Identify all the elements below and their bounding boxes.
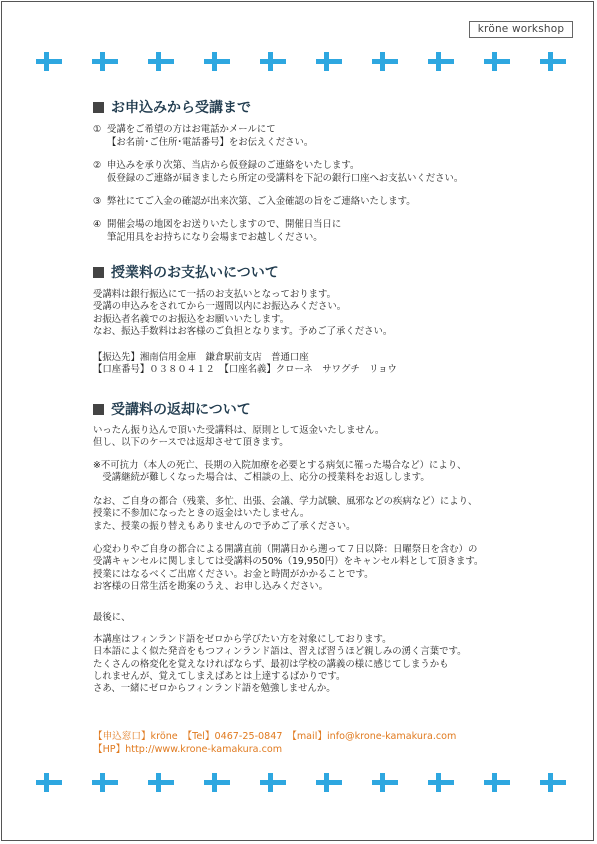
flag-row-bottom [36,773,566,793]
flag-icon [484,52,510,71]
square-bullet-icon [93,267,104,278]
list-item: ② 申込みを承り次第、当店から仮登録のご連絡をいたします。 仮登録のご連絡が届きましたら所定の受講料を下記の銀行口座へお支払いください。 [93,160,464,184]
list-item: ① 受講をご希望の方はお電話かメールにて 【お名前･ご住所･電話番号】をお伝えください。 [93,124,314,148]
flag-icon [204,52,230,71]
square-bullet-icon [93,102,104,113]
section-title-payment: 授業料のお支払いについて [93,262,279,282]
brand-label: kröne workshop [469,21,573,38]
flag-icon [148,773,174,792]
flag-icon [372,773,398,792]
flag-icon [316,773,342,792]
flag-icon [36,773,62,792]
bank-info: 【振込先】湘南信用金庫 鎌倉駅前支店 普通口座 【口座番号】０３８０４１２ 【口座名義】クローネ サワグチ リョウ [93,352,397,376]
flag-icon [484,773,510,792]
flag-icon [204,773,230,792]
flag-icon [540,52,566,71]
flag-icon [316,52,342,71]
list-item: ③ 弊社にてご入金の確認が出来次第、ご入金確認の旨をご連絡いたします。 [93,196,416,207]
contact-info [93,730,456,756]
refund-paragraph-2: なお、ご自身の都合（残業、多忙、出張、会議、学力試験、風邪などの疾病など）により、 授業に不参加になったときの返金はいたしません。 また、授業の振り替えもありませんので予めご了承ください。 [93,496,478,532]
flag-icon [428,773,454,792]
flag-icon [540,773,566,792]
flag-row-top [36,52,566,72]
flag-icon [428,52,454,71]
website-link[interactable]: 【HP】http://www.krone-kamakura.com [93,744,283,755]
refund-paragraph-3: 心変わりやご自身の都合による開講直前（開講日から遡って７日以降：日曜祭日を含む）の 受講キャンセルに関しましては受講料の50%（19,950円）をキャンセル料として頂きます。 授業にはなるべくご出席ください。お金と時間がかかることです。 お客様の日常生活を勘案のうえ、お申し込みください。 [93,544,484,592]
closing-paragraph: 本講座はフィンランド語をゼロから学びたい方を対象にしております。 日本語によく似た発音をもつフィンランド語は、習えば習うほど親しみの湧く言葉です。 たくさんの格変化を覚えなければならず、最初は学校の講義の様に感じてしまうかも しれませんが、覚えてしまえばあとは上達するばかりです。 さあ、一緒にゼロからフィンランド語を勉強しませんか。 [93,634,467,695]
flag-icon [36,52,62,71]
flag-icon [260,52,286,71]
flag-icon [260,773,286,792]
refund-note: ※不可抗力（本人の死亡、長期の入院加療を必要とする病気に罹った場合など）により、 受講継続が難しくなった場合は、ご相談の上、応分の授業料をお返しします。 [93,460,467,484]
flag-icon [372,52,398,71]
section-title-application: お申込みから受講まで [93,97,251,117]
flag-icon [92,52,118,71]
flag-icon [148,52,174,71]
contact-line: 【申込窓口】kröne 【Tel】0467-25-0847 【mail】info@krone-kamakura.com [93,731,457,742]
section-title-refund: 受講料の返却について [93,399,251,419]
square-bullet-icon [93,404,104,415]
payment-paragraph: 受講料は銀行振込にて一括のお支払いとなっております。 受講の申込みをされてから一週間以内にお振込みください。 お振込者名義でのお振込をお願いいたします。 なお、振込手数料はお客様のご負担となります。予めご了承ください。 [93,289,393,337]
list-item: ④ 開催会場の地図をお送りいたしますので、開催日当日に 筆記用具をお持ちになり会場までお越しください。 [93,219,342,243]
closing-label: 最後に、 [93,612,131,623]
flag-icon [92,773,118,792]
refund-paragraph-1: いったん振り込んで頂いた受講料は、原則として返金いたしません。 但し、以下のケースでは返却させて頂きます。 [93,425,385,449]
